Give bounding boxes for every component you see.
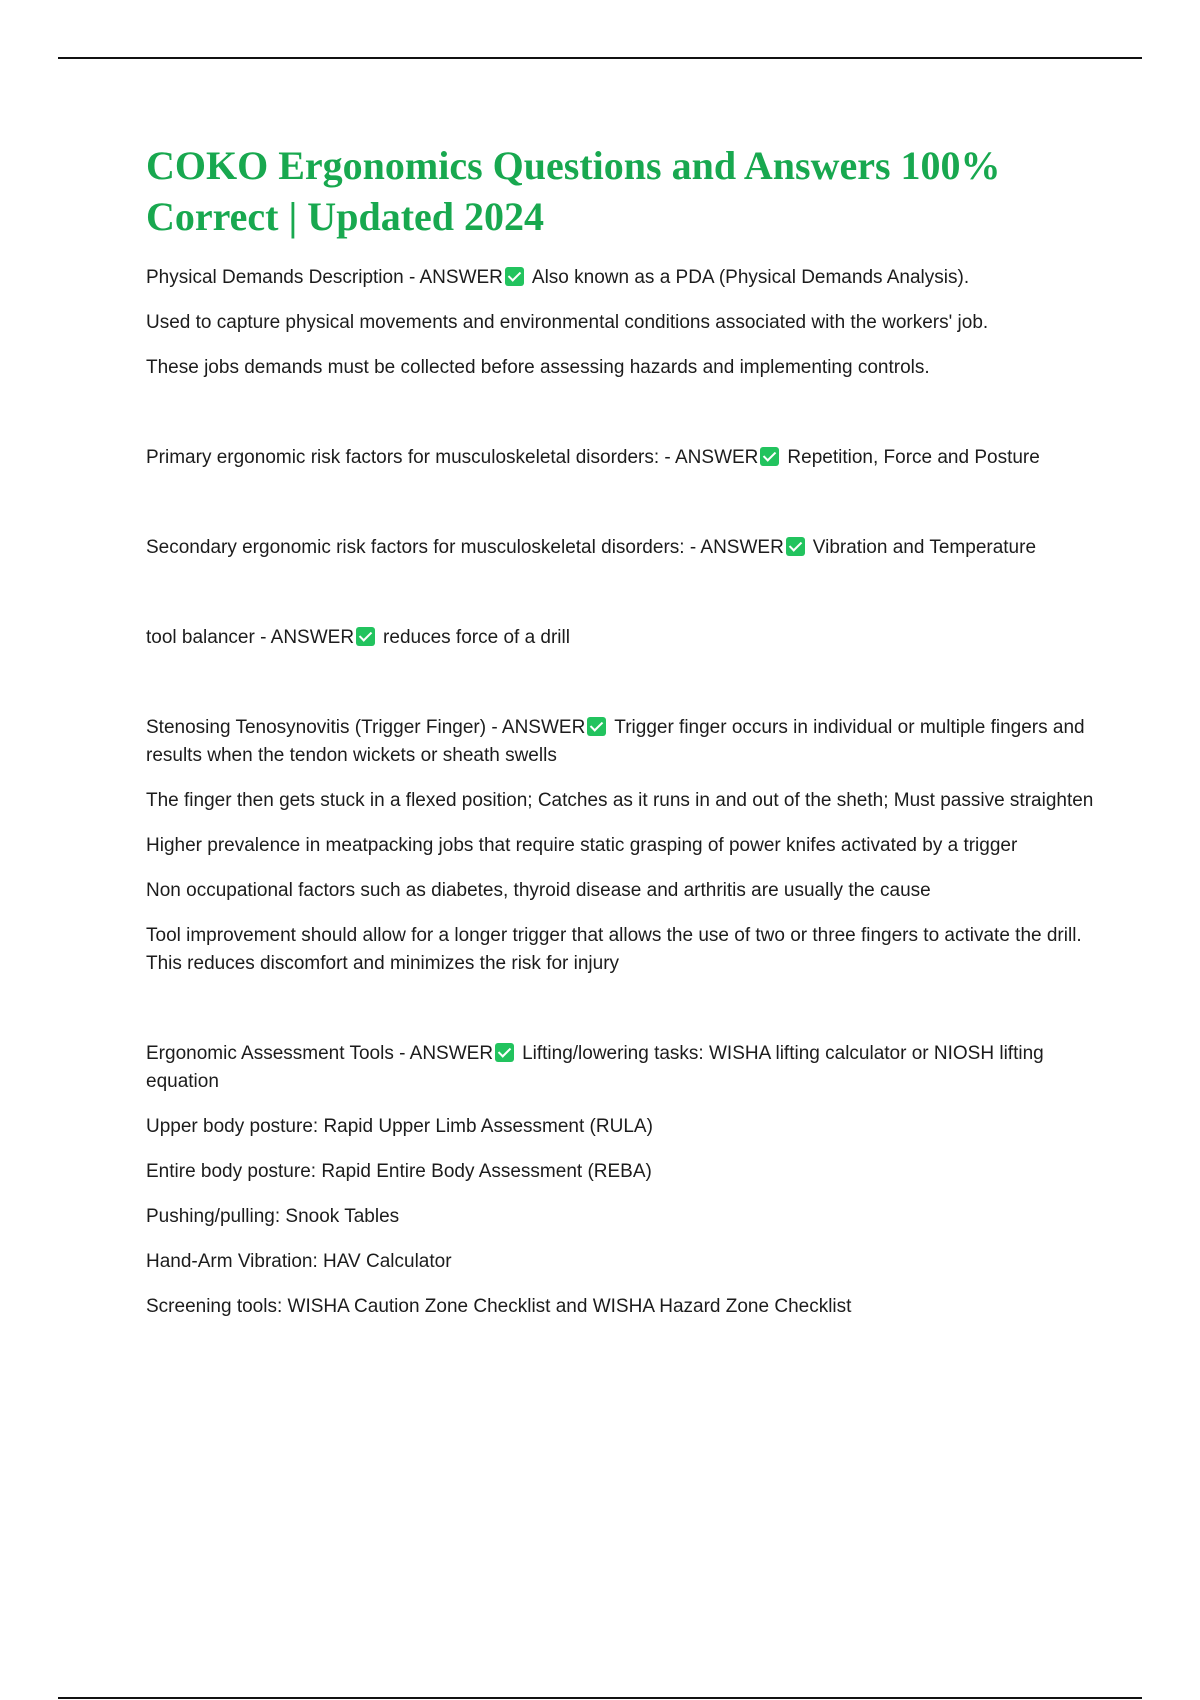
- qa-question-line: [146, 624, 1096, 652]
- document-title: COKO Ergonomics Questions and Answers 100% Correct | Updated 2024: [146, 143, 1001, 239]
- qa-term: Stenosing Tenosynovitis (Trigger Finger) -: [146, 717, 502, 738]
- qa-item: [146, 714, 1096, 978]
- qa-term: Primary ergonomic risk factors for musculoskeletal disorders: -: [146, 447, 675, 468]
- green-check-icon: [495, 1043, 514, 1062]
- qa-question-line: [146, 444, 1096, 472]
- qa-detail: Non occupational factors such as diabetes, thyroid disease and arthritis are usually the cause: [146, 880, 931, 901]
- green-check-icon: [786, 537, 805, 556]
- qa-term: Ergonomic Assessment Tools -: [146, 1043, 410, 1064]
- qa-detail: Entire body posture: Rapid Entire Body Assessment (REBA): [146, 1161, 652, 1182]
- answer-marker: ANSWER: [675, 447, 759, 468]
- qa-answer: Lifting/lowering tasks: WISHA lifting calculator or NIOSH lifting equation: [146, 1043, 1044, 1092]
- qa-item: [146, 264, 1096, 382]
- qa-detail: The finger then gets stuck in a flexed position; Catches as it runs in and out of the sheth; Must passive straighten: [146, 790, 1094, 811]
- qa-term: Physical Demands Description -: [146, 267, 420, 288]
- qa-item: [146, 444, 1096, 472]
- green-check-icon: [356, 627, 375, 646]
- bottom-rule: [58, 1697, 1142, 1699]
- answer-marker: ANSWER: [270, 627, 355, 648]
- green-check-icon: [760, 447, 779, 466]
- qa-question-line: [146, 714, 1096, 770]
- document-body: [146, 140, 1096, 1383]
- qa-item: [146, 624, 1096, 652]
- qa-detail: Pushing/pulling: Snook Tables: [146, 1206, 400, 1227]
- qa-detail: Higher prevalence in meatpacking jobs that require static grasping of power knifes activated by a trigger: [146, 835, 1018, 856]
- qa-question-line: [146, 1040, 1096, 1096]
- answer-marker: ANSWER: [419, 267, 503, 288]
- answer-marker: ANSWER: [501, 717, 586, 738]
- qa-detail: Hand-Arm Vibration: HAV Calculator: [146, 1251, 452, 1272]
- qa-detail: Upper body posture: Rapid Upper Limb Assessment (RULA): [146, 1116, 653, 1137]
- qa-question-line: [146, 534, 1096, 562]
- answer-marker: ANSWER: [409, 1043, 494, 1064]
- qa-term: tool balancer -: [146, 627, 271, 648]
- green-check-icon: [587, 717, 606, 736]
- qa-answer: Trigger finger occurs in individual or multiple fingers and results when the tendon wickets or sheath swells: [146, 717, 1085, 766]
- qa-answer: Vibration and Temperature: [812, 537, 1037, 558]
- qa-detail: Tool improvement should allow for a longer trigger that allows the use of two or three fingers to activate the drill. This reduces discomfort and minimizes the risk for injury: [146, 925, 1082, 974]
- answer-marker: ANSWER: [700, 537, 784, 558]
- qa-item: [146, 534, 1096, 562]
- qa-question-line: [146, 264, 1096, 292]
- qa-answer: reduces force of a drill: [383, 627, 570, 648]
- qa-detail: These jobs demands must be collected before assessing hazards and implementing controls.: [146, 357, 930, 378]
- qa-detail: Used to capture physical movements and environmental conditions associated with the workers' job.: [146, 312, 989, 333]
- qa-answer: Also known as a PDA (Physical Demands Analysis).: [531, 267, 970, 288]
- qa-term: Secondary ergonomic risk factors for musculoskeletal disorders: -: [146, 537, 701, 558]
- green-check-icon: [505, 267, 524, 286]
- qa-item: [146, 1040, 1096, 1321]
- qa-answer: Repetition, Force and Posture: [787, 447, 1040, 468]
- qa-detail: Screening tools: WISHA Caution Zone Checklist and WISHA Hazard Zone Checklist: [146, 1296, 852, 1317]
- top-rule: [58, 57, 1142, 59]
